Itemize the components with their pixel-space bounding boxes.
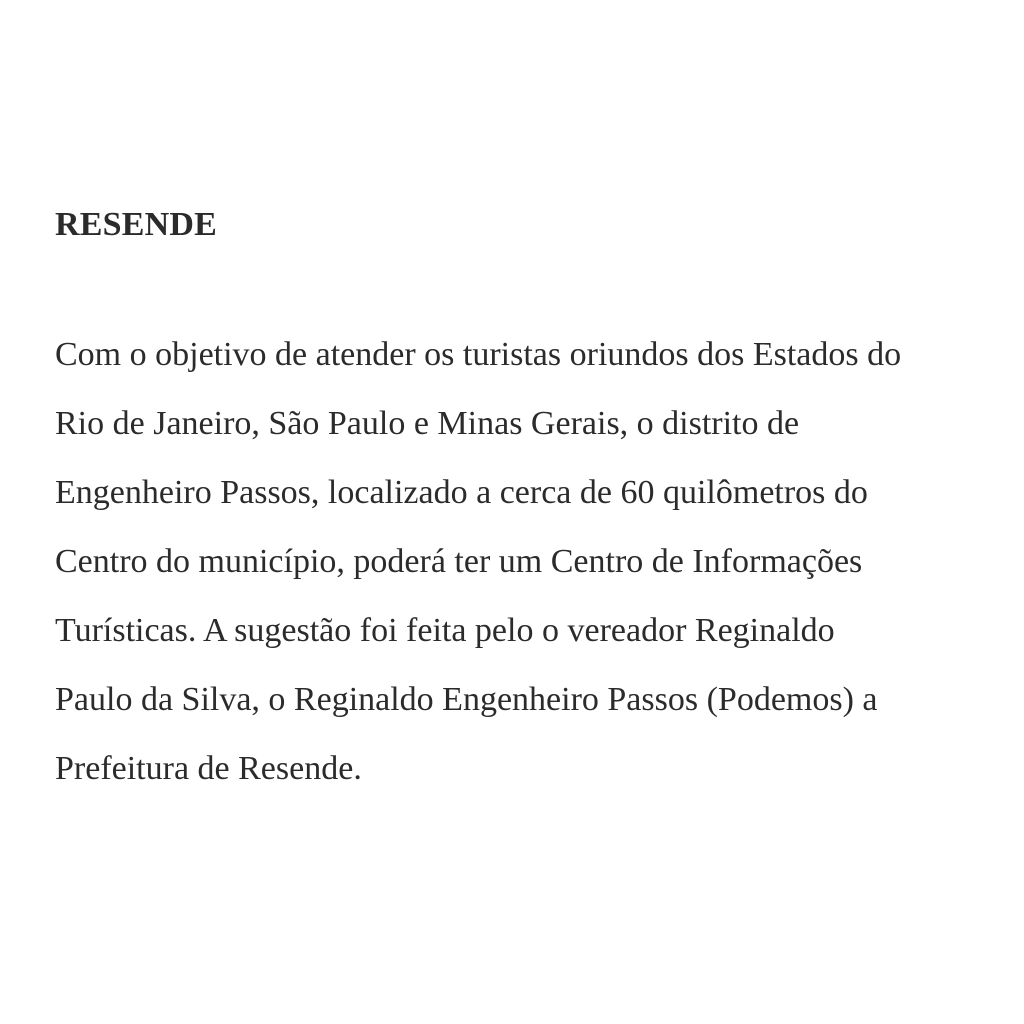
paragraph-line: Prefeitura de Resende.: [55, 750, 362, 787]
document-title: RESENDE: [55, 206, 218, 243]
paragraph-line: Paulo da Silva, o Reginaldo Engenheiro Passos (Podemos) a: [55, 681, 878, 718]
paragraph-line: Com o objetivo de atender os turistas oriundos dos Estados do: [55, 336, 902, 373]
paragraph-line: Engenheiro Passos, localizado a cerca de 60 quilômetros do: [55, 474, 868, 511]
paragraph-line: Turísticas. A sugestão foi feita pelo o vereador Reginaldo: [55, 612, 835, 649]
article-paragraph: [55, 320, 1015, 803]
paragraph-line: Rio de Janeiro, São Paulo e Minas Gerais, o distrito de: [55, 405, 800, 442]
paragraph-line: Centro do município, poderá ter um Centro de Informações: [55, 543, 863, 580]
